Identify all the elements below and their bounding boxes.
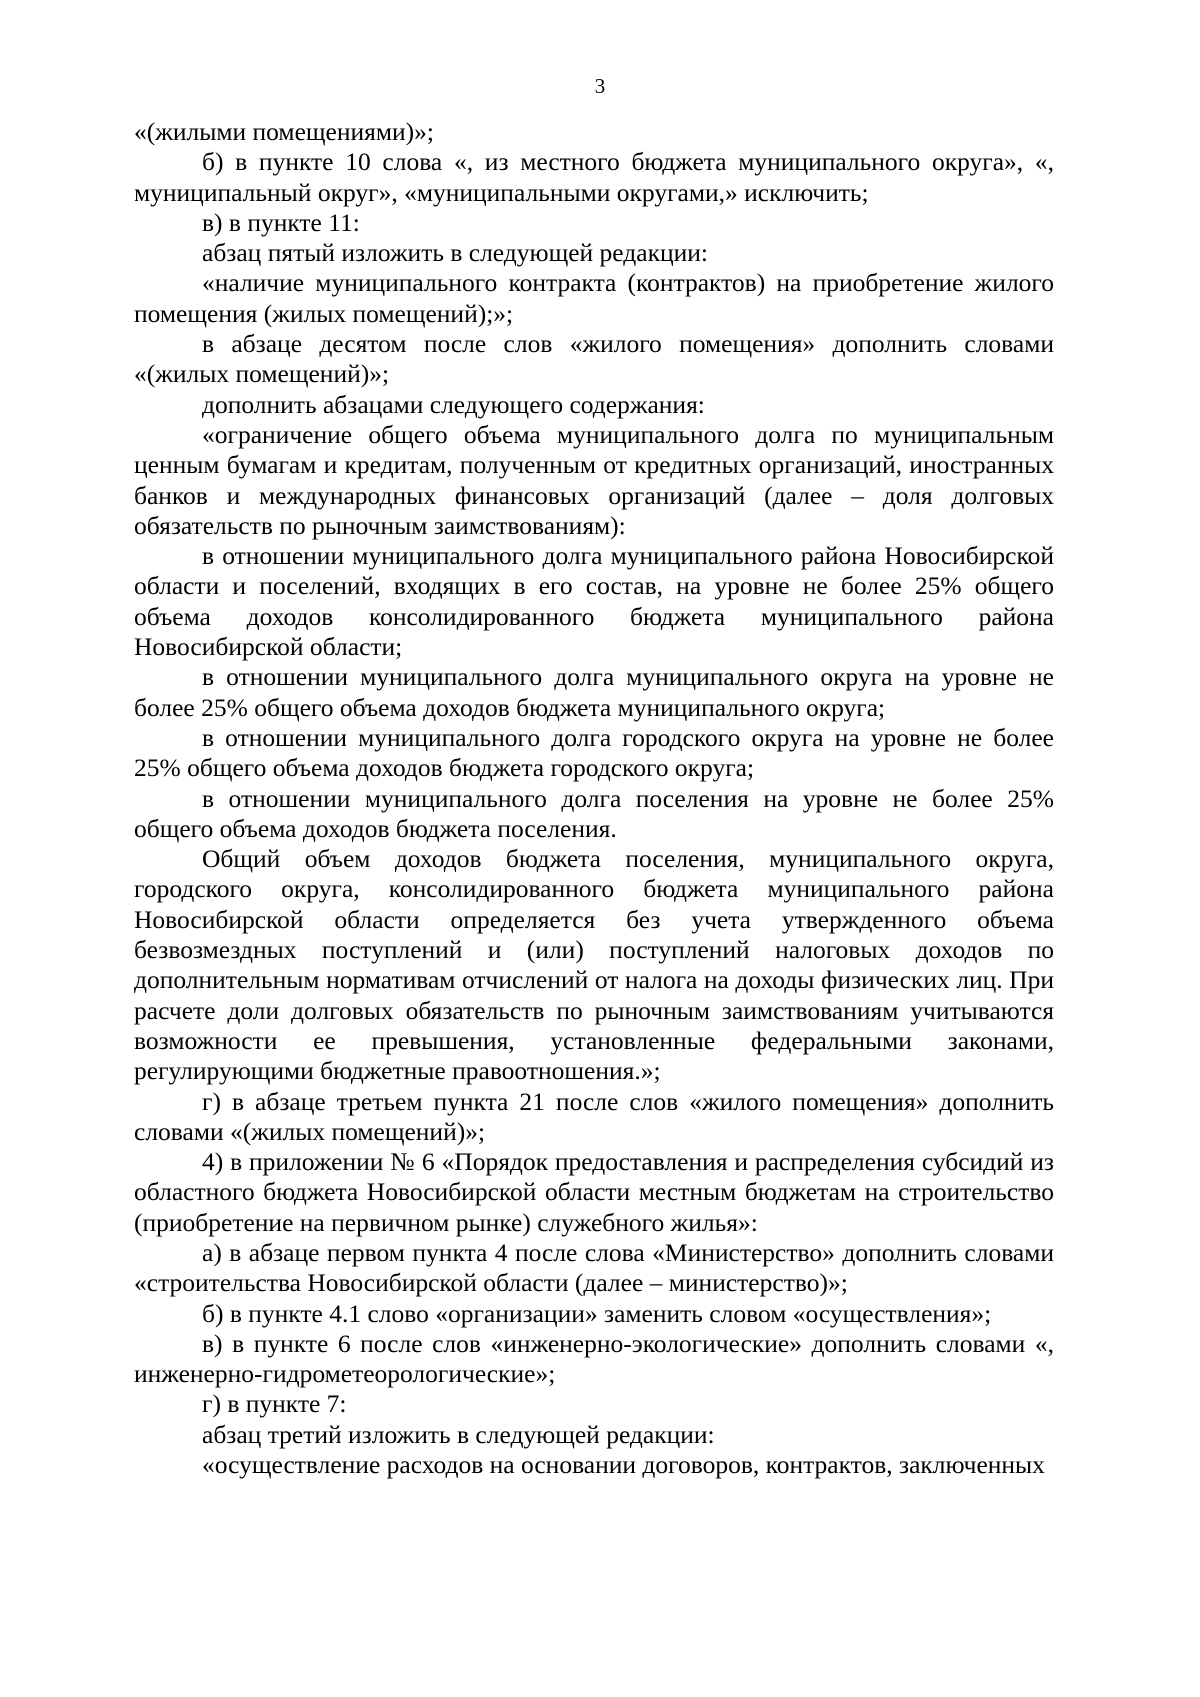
paragraph: г) в пункте 7:	[202, 1389, 347, 1419]
paragraph: в) в пункте 6 после слов «инженерно-экологические» дополнить словами «, инженерно-гидрометеорологические»;	[134, 1328, 1054, 1389]
paragraph: абзац пятый изложить в следующей редакции:	[202, 238, 708, 268]
page-number: 3	[594, 74, 606, 98]
paragraph: абзац третий изложить в следующей редакции:	[202, 1419, 715, 1449]
paragraph: в отношении муниципального долга городского округа на уровне не более 25% общего объема доходов бюджета городского округа;	[134, 722, 1054, 783]
paragraph: дополнить абзацами следующего содержания:	[202, 389, 705, 419]
paragraph: б) в пункте 4.1 слово «организации» заменить словом «осуществления»;	[202, 1298, 992, 1328]
paragraph: а) в абзаце первом пункта 4 после слова «Министерство» дополнить словами «строительства Новосибирской области (далее – министерство)»;	[134, 1237, 1054, 1298]
paragraph: г) в абзаце третьем пункта 21 после слов «жилого помещения» дополнить словами «(жилых помещений)»;	[134, 1086, 1054, 1146]
paragraph: Общий объем доходов бюджета поселения, муниципального округа, городского округа, консолидированного бюджета муниципального района Новосибирской области определяется без учета утвержденного объема безвозмездных поступлений и (или) поступлений налоговых доходов по дополнительным нормативам отчислений от налога на доходы физических лиц. При расчете доли долговых обязательств по рыночным заимствованиям учитываются возможности ее превышения, установленные федеральными законами, регулирующими бюджетные правоотношения.»;	[134, 844, 1054, 1086]
paragraph: «ограничение общего объема муниципального долга по муниципальным ценным бумагам и кредитам, полученным от кредитных организаций, иностранных банков и международных финансовых организаций (далее – доля долговых обязательств по рыночным заимствованиям):	[134, 419, 1054, 540]
paragraph: б) в пункте 10 слова «, из местного бюджета муниципального округа», «, муниципальный округ», «муниципальными округами,» исключить;	[134, 147, 1054, 207]
paragraph: «осуществление расходов на основании договоров, контрактов, заключенных	[202, 1450, 1045, 1480]
document-body	[134, 117, 1054, 1480]
paragraph: в отношении муниципального долга муниципального округа на уровне не более 25% общего объема доходов бюджета муниципального округа;	[134, 662, 1054, 722]
paragraph: 4) в приложении № 6 «Порядок предоставления и распределения субсидий из областного бюджета Новосибирской области местным бюджетам на строительство (приобретение на первичном рынке) служебного жилья»:	[134, 1147, 1054, 1237]
paragraph: в отношении муниципального долга муниципального района Новосибирской области и поселений, входящих в его состав, на уровне не более 25% общего объема доходов консолидированного бюджета муниципального района Новосибирской области;	[134, 541, 1054, 662]
paragraph: в абзаце десятом после слов «жилого помещения» дополнить словами «(жилых помещений)»;	[134, 329, 1054, 389]
paragraph: в) в пункте 11:	[202, 207, 360, 237]
paragraph: в отношении муниципального долга поселения на уровне не более 25% общего объема доходов бюджета поселения.	[134, 783, 1054, 843]
paragraph: «(жилыми помещениями)»;	[134, 117, 434, 146]
paragraph: «наличие муниципального контракта (контрактов) на приобретение жилого помещения (жилых помещений);»;	[134, 268, 1054, 328]
